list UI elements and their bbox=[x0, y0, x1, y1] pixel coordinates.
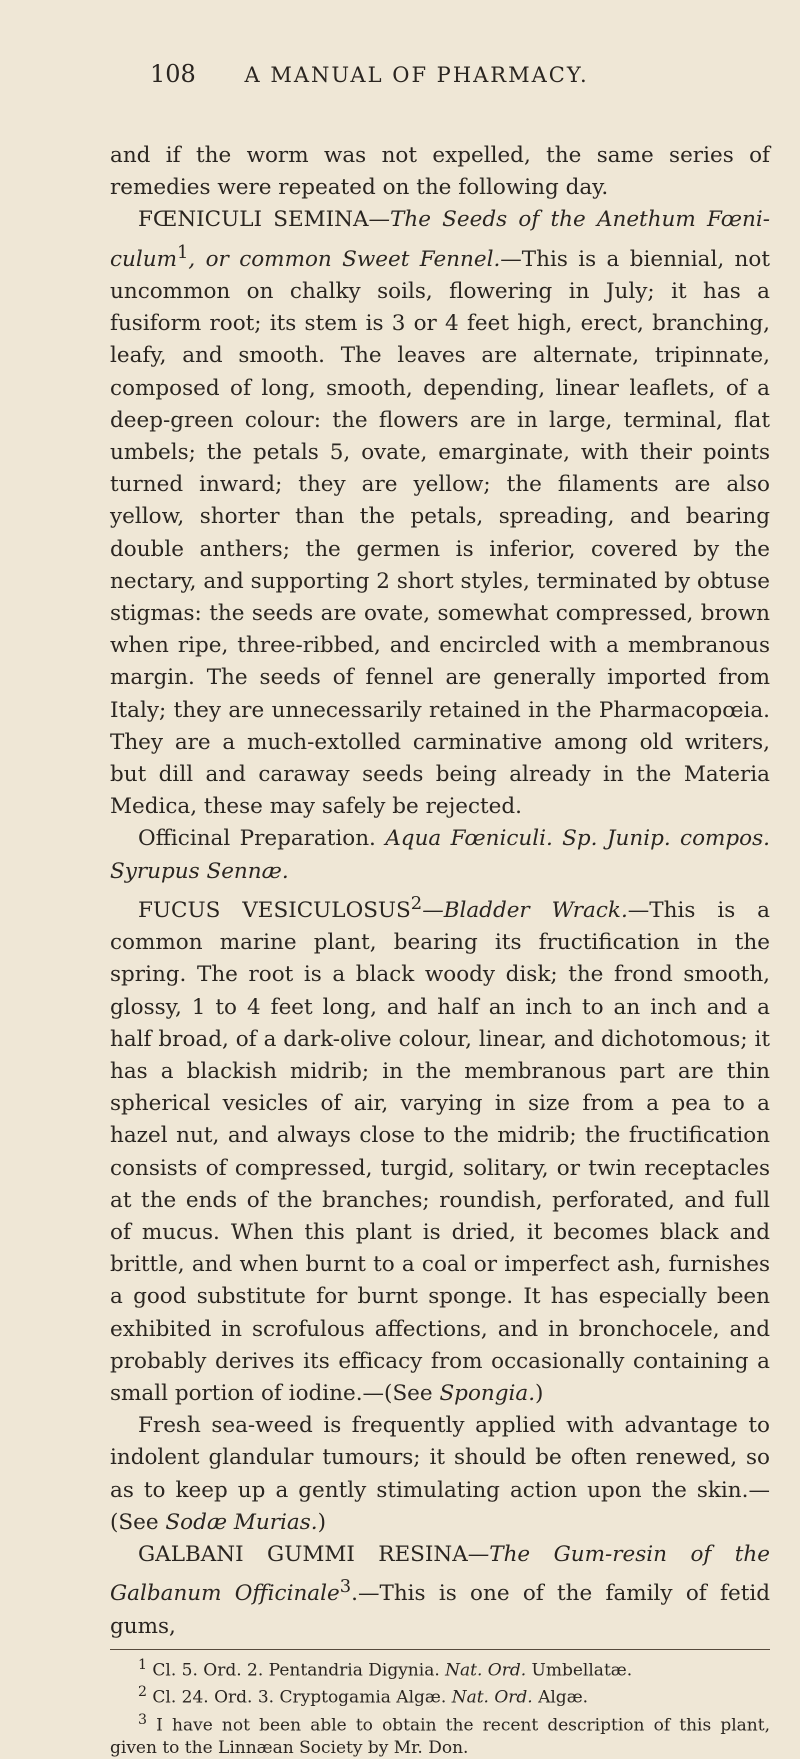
entry-heading: FUCUS VESICULOSUS bbox=[138, 897, 411, 923]
paragraph-fucus: FUCUS VESICULOSUS$^2$—Bladder Wrack.—This is a common marine plant, bearing its fructification in the spring. The root is a black woody disk; the frond smooth, glossy, 1 to 4 feet long, and half an inch to an inch and a half broad, of a dark-olive colour, linear, and dichotomous; it has a blackish midrib; in the membranous part are thin spherical vesicles of air, varying in size from a pea to a hazel nut, and always close to the midrib; the fructification consists of compressed, turgid, solitary, or twin receptacles at the ends of the branches; roundish, perforated, and full of mucus. When this plant is dried, it becomes black and brittle, and when burnt to a coal or imperfect ash, furnishes a good substitute for burnt sponge. It has especially been exhibited in scrofulous affections, and in bronchocele, and probably derives its efficacy from occasionally containing a small portion of iodine.—(See Spongia.) bbox=[110, 892, 770, 1407]
running-header bbox=[150, 60, 740, 88]
footnote-1: $^1$ Cl. 5. Ord. 2. Pentandria Digynia. Nat. Ord. Umbellatæ. bbox=[138, 1656, 633, 1681]
page-number: 108 bbox=[150, 60, 196, 88]
footnote-divider bbox=[110, 1649, 770, 1650]
page-body bbox=[110, 140, 770, 1759]
paragraph-continuation: and if the worm was not expelled, the same series of remedies were repeated on the following day. bbox=[110, 143, 770, 201]
entry-heading: FŒNICULI SEMINA bbox=[138, 207, 369, 233]
paragraph-foeniculi: FŒNICULI SEMINA—The Seeds of the Anethum Fœniculum$^1$, or common Sweet Fennel.—This is a biennial, not uncommon on chalky soils, flowering in July; it has a fusiform root; its stem is 3 or 4 feet high, erect, branching, leafy, and smooth. The leaves are alternate, tripinnate, composed of long, smooth, depending, linear leaflets, of a deep-green colour: the flowers are in large, terminal, flat umbels; the petals 5, ovate, emarginate, with their points turned inward; they are yellow; the filaments are also yellow, shorter than the petals, spreading, and bearing double anthers; the germen is inferior, covered by the nectary, and supporting 2 short styles, terminated by obtuse stigmas: the seeds are ovate, somewhat compressed, brown when ripe, three-ribbed, and encircled with a membranous margin. The seeds of fennel are generally imported from Italy; they are unnecessarily retained in the Pharmacopœia. They are a much-extolled carminative among old writers, but dill and caraway seeds being already in the Materia Medica, these may safely be rejected. bbox=[110, 207, 770, 820]
footnote-ref: 2 bbox=[410, 892, 423, 914]
entry-heading: GALBANI GUMMI RESINA bbox=[138, 1542, 468, 1568]
footnote-ref: 3 bbox=[339, 1576, 352, 1598]
paragraph-officinal-preparation: Officinal Preparation. Aqua Fœniculi. Sp. Junip. compos. Syrupus Sennæ. bbox=[110, 826, 770, 884]
paragraph-sea-weed: Fresh sea-weed is frequently applied with advantage to indolent glandular tumours; it should be often renewed, so as to keep up a gently stimulating action upon the skin.—(See Sodæ Murias.) bbox=[110, 1413, 770, 1535]
footnote-2: $^2$ Cl. 24. Ord. 3. Cryptogamia Algæ. Nat. Ord. Algæ. bbox=[138, 1684, 589, 1709]
footnote-3: $^3$ I have not been able to obtain the recent description of this plant, given to the Linnæan Society by Mr. Don. bbox=[110, 1712, 770, 1758]
footnote-ref: 1 bbox=[177, 241, 189, 263]
running-title: A MANUAL OF PHARMACY. bbox=[244, 63, 589, 87]
paragraph-galbani: GALBANI GUMMI RESINA—The Gum-resin of the Galbanum Officinale$^3$.—This is one of the family of fetid gums, bbox=[110, 1542, 770, 1639]
